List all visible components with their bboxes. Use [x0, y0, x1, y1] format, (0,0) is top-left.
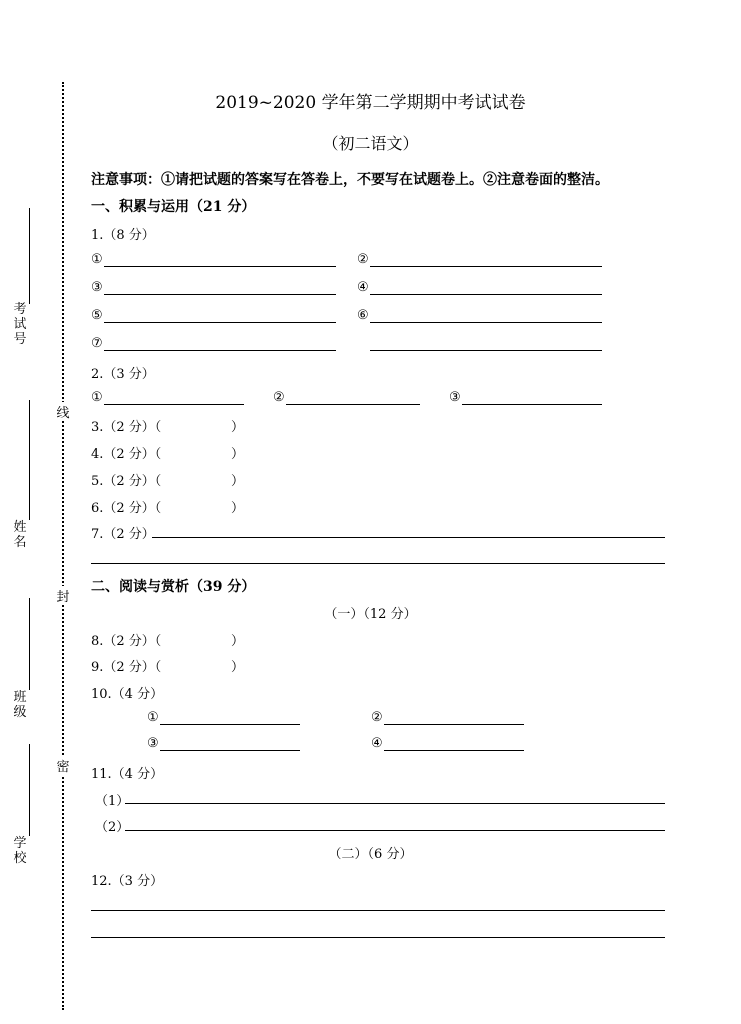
q2-answer-line-1[interactable] — [104, 404, 244, 405]
q1-answer-line-2[interactable] — [370, 266, 602, 267]
subsection-1-heading: （一）（12 分） — [324, 607, 417, 622]
q10-marker-2: ② — [371, 710, 383, 725]
q1-marker-4: ④ — [357, 280, 369, 295]
q10-answer-line-1[interactable] — [160, 724, 300, 725]
q11-part-1-label: （1） — [95, 794, 130, 809]
section-1-heading: 一、积累与运用（21 分） — [91, 199, 256, 215]
q10-marker-1: ① — [147, 710, 159, 725]
question-1-label: 1.（8 分） — [91, 228, 155, 243]
question-9-close: ） — [231, 660, 245, 675]
seal-char-feng: 封 — [55, 586, 71, 605]
q2-marker-3: ③ — [449, 390, 461, 405]
q2-marker-1: ① — [91, 390, 103, 405]
question-5-label: 5.（2 分）（ — [91, 474, 162, 489]
q10-answer-line-3[interactable] — [160, 750, 300, 751]
side-label-text: 考 试 号 — [13, 302, 27, 347]
question-3-close: ） — [231, 420, 245, 435]
question-9-label: 9.（2 分）（ — [91, 660, 162, 675]
side-label-text: 姓 名 — [13, 520, 27, 550]
question-3-label: 3.（2 分）（ — [91, 420, 162, 435]
q1-answer-line-8[interactable] — [370, 350, 602, 351]
question-6-label: 6.（2 分）（ — [91, 501, 162, 516]
q2-marker-2: ② — [273, 390, 285, 405]
exam-subtitle: （初二语文） — [322, 134, 419, 153]
q1-marker-5: ⑤ — [91, 308, 103, 323]
q10-answer-line-2[interactable] — [384, 724, 524, 725]
q1-answer-line-6[interactable] — [370, 322, 602, 323]
question-8-close: ） — [231, 634, 245, 649]
q12-answer-line-2[interactable] — [91, 937, 665, 938]
q2-answer-line-3[interactable] — [462, 404, 602, 405]
q1-answer-line-1[interactable] — [104, 266, 336, 267]
seal-char-line: 线 — [55, 402, 71, 421]
name-blank[interactable] — [29, 400, 30, 520]
q1-answer-line-3[interactable] — [104, 294, 336, 295]
q11-answer-line-2[interactable] — [125, 830, 665, 831]
q11-part-2-label: （2） — [95, 820, 130, 835]
q12-answer-line-1[interactable] — [91, 910, 665, 911]
q1-marker-2: ② — [357, 252, 369, 267]
q7-answer-line-1[interactable] — [152, 537, 665, 538]
q1-marker-3: ③ — [91, 280, 103, 295]
question-7-label: 7.（2 分） — [91, 527, 155, 542]
q7-answer-line-2[interactable] — [91, 563, 665, 564]
q10-marker-3: ③ — [147, 736, 159, 751]
q10-marker-4: ④ — [371, 736, 383, 751]
seal-char-mi: 密 — [55, 756, 71, 775]
subsection-2-heading: （二）（6 分） — [328, 847, 413, 862]
section-2-heading: 二、阅读与赏析（39 分） — [91, 579, 256, 595]
q1-marker-1: ① — [91, 252, 103, 267]
question-11-label: 11.（4 分） — [91, 767, 164, 782]
binding-dotted-line — [62, 82, 64, 1010]
q1-answer-line-5[interactable] — [104, 322, 336, 323]
q1-marker-7: ⑦ — [91, 336, 103, 351]
question-8-label: 8.（2 分）（ — [91, 634, 162, 649]
exam-title: 2019~2020 学年第二学期期中考试试卷 — [215, 93, 526, 113]
question-4-close: ） — [231, 447, 245, 462]
q1-marker-6: ⑥ — [357, 308, 369, 323]
side-label-text: 学 校 — [13, 836, 27, 866]
exam-no-blank[interactable] — [29, 208, 30, 304]
question-2-label: 2.（3 分） — [91, 367, 155, 382]
exam-no-label — [12, 302, 28, 347]
class-label — [12, 690, 28, 720]
q1-answer-line-7[interactable] — [104, 350, 336, 351]
question-5-close: ） — [231, 474, 245, 489]
question-10-label: 10.（4 分） — [91, 687, 164, 702]
notice: 注意事项：①请把试题的答案写在答卷上，不要写在试题卷上。②注意卷面的整洁。 — [91, 172, 609, 188]
school-blank[interactable] — [29, 744, 30, 836]
name-label — [12, 520, 28, 550]
question-4-label: 4.（2 分）（ — [91, 447, 162, 462]
q11-answer-line-1[interactable] — [125, 803, 665, 804]
side-label-text: 班 级 — [13, 690, 27, 720]
q2-answer-line-2[interactable] — [286, 404, 420, 405]
question-12-label: 12.（3 分） — [91, 874, 164, 889]
question-6-close: ） — [231, 501, 245, 516]
q10-answer-line-4[interactable] — [384, 750, 524, 751]
q1-answer-line-4[interactable] — [370, 294, 602, 295]
